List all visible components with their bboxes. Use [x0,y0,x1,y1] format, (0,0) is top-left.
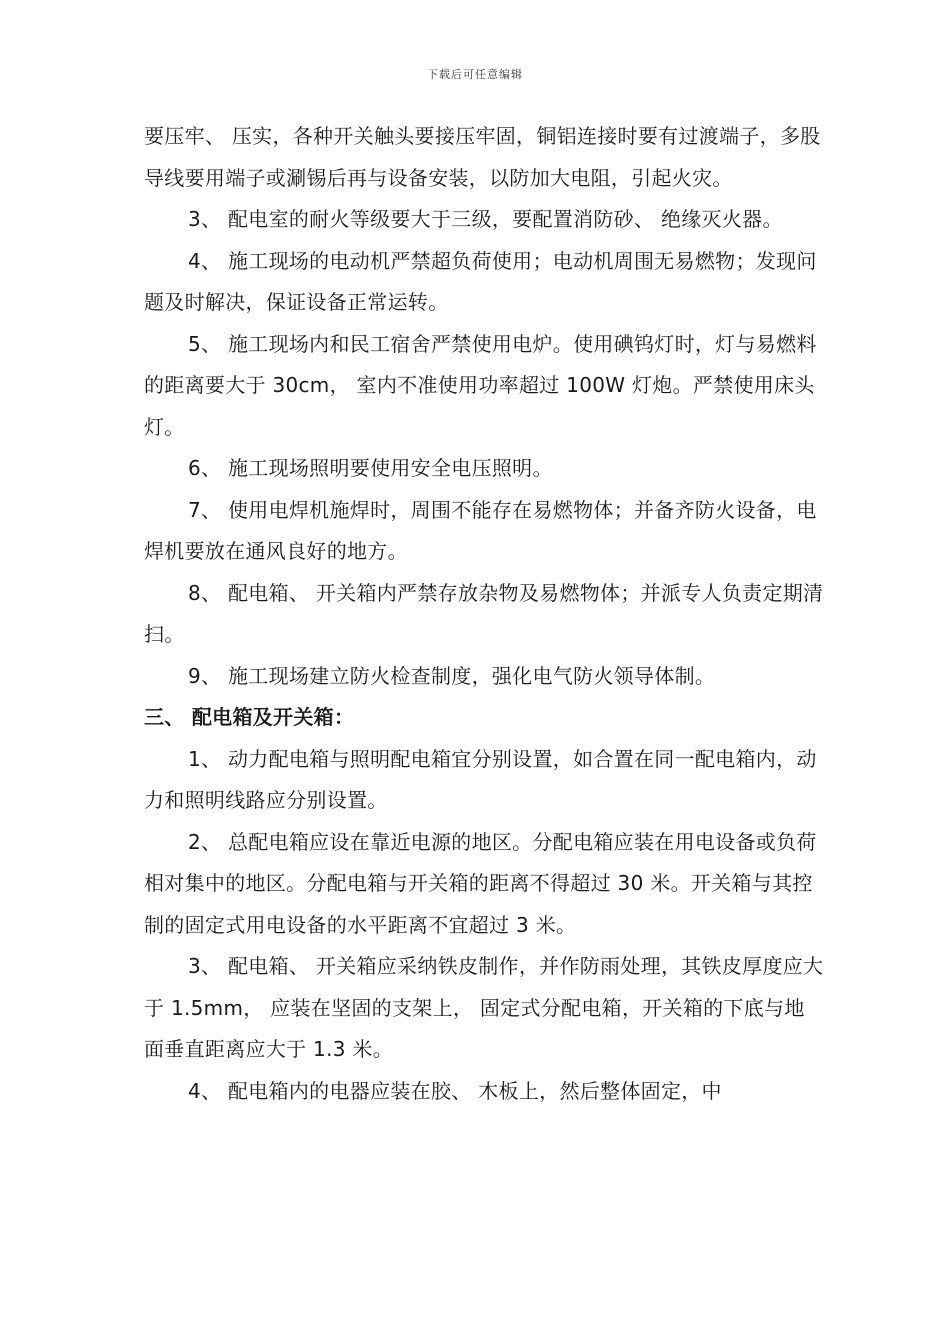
section-heading: 三、 配电箱及开关箱： [144,705,355,729]
paragraph-item-5: 5、 施工现场内和民工宿舍严禁使用电炉。使用碘钨灯时，灯与易燃料的距离要大于 30cm， 室内不准使用功率超过 100W 灯炮。严禁使用床头灯。 [144,331,817,439]
paragraph-item-8: 8、 配电箱、 开关箱内严禁存放杂物及易燃物体；并派专人负责定期清扫。 [144,580,824,646]
section-item-2: 2、 总配电箱应设在靠近电源的地区。分配电箱应装在用电设备或负荷相对集中的地区。分配电箱与开关箱的距离不得超过 30 米。开关箱与其控制的固定式用电设备的水平距离不宜超过 3 米。 [144,829,817,937]
paragraph-item-9: 9、 施工现场建立防火检查制度，强化电气防火领导体制。 [188,663,716,688]
paragraph-item-6: 6、 施工现场照明要使用安全电压照明。 [188,456,553,480]
paragraph-1: 要压牢、 压实，各种开关触头要接压牢固，铜铝连接时要有过渡端子，多股导线要用端子或涮锡后再与设备安装，以防加大电阻，引起火灾。 [144,124,821,190]
paragraph-item-7: 7、 使用电焊机施焊时，周围不能存在易燃物体；并备齐防火设备，电焊机要放在通风良好的地方。 [144,497,817,563]
section-item-1: 1、 动力配电箱与照明配电箱宜分别设置，如合置在同一配电箱内，动力和照明线路应分别设置。 [144,746,817,812]
paragraph-item-4: 4、 施工现场的电动机严禁超负荷使用；电动机周围无易燃物；发现问题及时解决，保证设备正常运转。 [144,248,817,314]
paragraph-item-3: 3、 配电室的耐火等级要大于三级，要配置消防砂、 绝缘灭火器。 [188,207,783,231]
section-item-3: 3、 配电箱、 开关箱应采纳铁皮制作，并作防雨处理，其铁皮厚度应大于 1.5mm， 应装在坚固的支架上， 固定式分配电箱，开关箱的下底与地面垂直距离应大于 1.3 米。 [144,954,824,1061]
document-body [144,116,824,1112]
page-header-note: 下载后可任意编辑 [427,68,523,81]
section-item-4: 4、 配电箱内的电器应装在胶、 木板上，然后整体固定，中 [188,1078,722,1103]
